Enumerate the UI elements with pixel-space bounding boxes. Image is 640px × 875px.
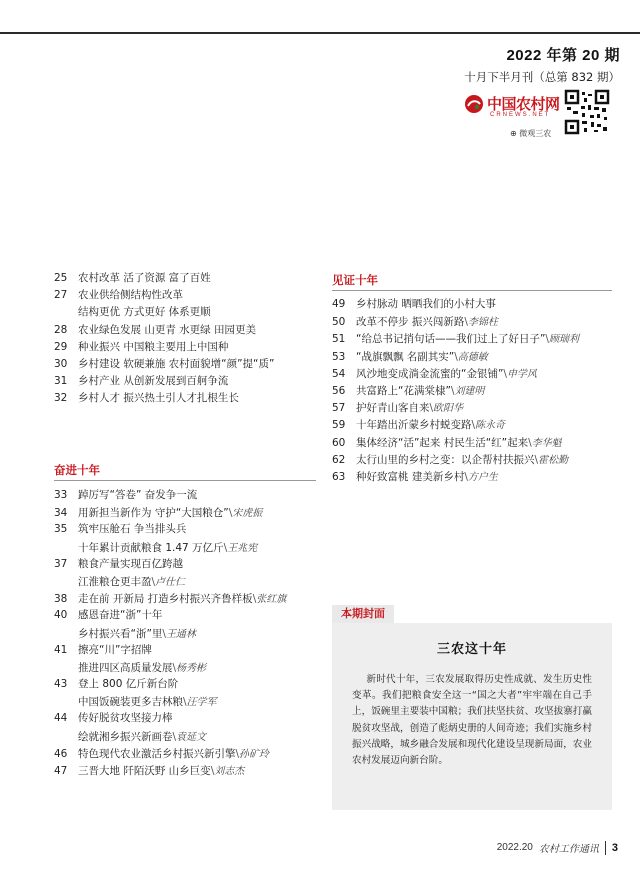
toc-item[interactable] (332, 348, 579, 365)
logo-globe-icon (464, 94, 484, 114)
toc-title: 种好致富桃 建美新乡村 (356, 470, 465, 483)
toc-item[interactable] (332, 416, 579, 433)
wechat-caption: ⊕ 微观三农 (510, 129, 552, 138)
toc-author: 霍松勤 (538, 454, 569, 466)
logo-text: 中国农村网 (487, 95, 560, 113)
footer-date: 2022.20 (496, 842, 533, 853)
toc-title: 乡村建设 软硬兼施 农村面貌增“颜”提“质” (78, 357, 275, 370)
author-separator: \ (464, 470, 468, 483)
toc-title: 粮食产量实现百亿跨越 (78, 557, 183, 570)
toc-page-number: 33 (54, 489, 68, 501)
toc-page-number: 29 (54, 340, 68, 353)
toc-item[interactable] (332, 296, 579, 313)
top-rule (0, 32, 640, 34)
author-separator: \ (235, 747, 240, 760)
toc-page-number: 59 (332, 419, 346, 432)
section-title-jianzheng: 见证十年 (332, 273, 378, 287)
toc-page-number: 38 (54, 593, 68, 606)
footer-magazine: 农村工作通讯 (538, 844, 599, 855)
toc-author: 陈永奇 (475, 420, 506, 432)
toc-title: 农业供给侧结构性改革 (78, 289, 183, 302)
toc-item[interactable] (332, 451, 579, 468)
toc-title: 十年踏出沂蒙乡村蜕变路 (356, 419, 472, 432)
toc-item[interactable] (54, 728, 286, 745)
toc-page-number: 28 (54, 323, 68, 336)
toc-title: 感恩奋进“浙”十年 (78, 609, 163, 622)
toc-item[interactable] (54, 373, 274, 390)
toc-item[interactable] (332, 330, 579, 347)
toc-title: 踔厉写“答卷” 奋发争一流 (78, 489, 198, 501)
author-separator: \ (162, 627, 166, 640)
crnews-logo[interactable] (464, 93, 570, 139)
toc-page-number: 25 (54, 272, 68, 284)
toc-item[interactable] (54, 659, 286, 676)
toc-author: 欧阳华 (433, 403, 464, 415)
toc-item[interactable] (54, 339, 274, 356)
toc-title: 种业振兴 中国粮主要用上中国种 (78, 340, 229, 353)
toc-page-number: 50 (332, 316, 346, 329)
section-title-fendou: 奋进十年 (54, 463, 100, 477)
toc-item[interactable] (54, 487, 286, 504)
toc-page-number: 27 (54, 289, 68, 302)
toc-author: 申学风 (506, 368, 537, 380)
issue-title: 2022 年第 20 期 (506, 47, 620, 64)
toc-item[interactable] (54, 322, 274, 339)
toc-title: 传好脱贫攻坚接力棒 (78, 712, 173, 725)
toc-item[interactable] (54, 607, 286, 624)
footer (497, 840, 618, 855)
toc-title: 登上 800 亿斤新台阶 (78, 678, 179, 691)
toc-author: 张红旗 (256, 594, 287, 606)
section-rule-jianzheng (332, 290, 612, 291)
toc-author: 高德敏 (457, 351, 488, 363)
author-separator: \ (151, 575, 156, 588)
toc-item[interactable] (54, 676, 286, 693)
toc-item[interactable] (332, 365, 579, 382)
toc-author: 王通林 (165, 628, 196, 640)
toc-title: 乡村振兴看“浙”里 (78, 627, 163, 640)
toc-page-number: 30 (54, 357, 68, 370)
toc-item[interactable] (54, 270, 274, 287)
toc-title: 护好青山客自来 (356, 402, 430, 415)
toc-item[interactable] (54, 693, 286, 710)
toc-author: 顾瑞利 (548, 334, 579, 346)
toc-page-number: 40 (54, 609, 68, 622)
toc-author: 卢仕仁 (155, 576, 186, 588)
qr-code-icon[interactable] (564, 89, 610, 135)
toc-page-number: 32 (54, 392, 68, 405)
toc-page-number: 51 (332, 333, 346, 346)
toc-page-number: 44 (54, 712, 68, 725)
toc-item[interactable] (54, 745, 286, 762)
toc-title: 结构更优 方式更好 体系更顺 (78, 306, 211, 319)
toc-item[interactable] (54, 539, 286, 556)
author-separator: \ (252, 593, 257, 606)
cover-text: 新时代十年，三农发展取得历史性成就、发生历史性变革。我们把粮食安全这一“国之大者”牢牢端在自己手上，饭碗里主要装中国粮；我们扶坚扶贫、攻坚拔寨打赢脱贫攻坚战，创造了彪炳史册的人间奇迹；我们实施乡村振兴战略，城乡融合发展和现代化建设呈现新局面，农业农村发展迈向新台阶。 (352, 674, 592, 767)
toc-page-number: 41 (54, 643, 68, 656)
toc-title: 集体经济“活”起来 村民生活“红”起来 (356, 436, 529, 449)
toc-title: “战旗飘飘 名副其实” (356, 350, 455, 363)
toc-page-number: 31 (54, 375, 68, 388)
toc-left-top (54, 270, 274, 408)
issue-info (464, 44, 620, 85)
author-separator: \ (534, 453, 539, 466)
toc-title: 十年累计贡献粮食 1.47 万亿斤 (78, 541, 224, 554)
author-separator: \ (172, 661, 177, 674)
cover-title: 三农这十年 (436, 642, 507, 657)
footer-divider (605, 841, 606, 855)
toc-author: 李锦柱 (467, 317, 498, 329)
author-separator: \ (454, 350, 458, 363)
page-number: 3 (611, 841, 618, 854)
toc-title: 特色现代农业激活乡村振兴新引擎 (78, 747, 236, 760)
toc-page-number: 60 (332, 436, 346, 449)
author-separator: \ (172, 730, 177, 743)
toc-title: 用新担当新作为 守护“大国粮仓” (78, 507, 229, 520)
toc-item[interactable] (54, 710, 286, 727)
toc-page-number: 37 (54, 557, 68, 570)
toc-item[interactable] (54, 356, 274, 373)
toc-item[interactable] (54, 304, 274, 321)
toc-author: 李华魁 (531, 437, 562, 449)
author-separator: \ (545, 333, 549, 346)
toc-page-number: 63 (332, 470, 346, 483)
toc-title: 中国饭碗装更多吉林粮 (78, 696, 183, 709)
logo-url: CRNEWS.NET (490, 112, 551, 118)
toc-jianzheng (332, 296, 579, 485)
toc-item[interactable] (54, 390, 274, 407)
toc-item[interactable] (332, 434, 579, 451)
toc-author: 袁延文 (176, 731, 207, 743)
toc-title: 乡村人才 振兴热土引人才扎根生长 (78, 392, 239, 405)
cover-tab: 本期封面 (332, 605, 394, 623)
toc-title: 三晋大地 阡陌沃野 山乡巨变 (78, 765, 211, 777)
toc-page-number: 53 (332, 350, 346, 363)
toc-page-number: 46 (54, 747, 68, 760)
toc-page-number: 62 (332, 453, 346, 466)
toc-page-number: 34 (54, 507, 68, 520)
toc-author: 王兆宪 (227, 542, 258, 554)
toc-author: 宋虎振 (232, 508, 263, 520)
toc-item[interactable] (54, 287, 274, 304)
toc-title: 改革不停步 振兴闯新路 (356, 316, 465, 329)
toc-title: 乡村产业 从创新发展到百舸争流 (78, 375, 229, 388)
toc-page-number: 47 (54, 765, 68, 777)
toc-item[interactable] (54, 573, 286, 590)
author-separator: \ (450, 384, 455, 397)
author-separator: \ (210, 765, 215, 777)
toc-page-number: 43 (54, 678, 68, 691)
toc-title: 绘就湘乡振兴新画卷 (78, 730, 173, 743)
author-separator: \ (503, 367, 507, 380)
author-separator: \ (429, 402, 434, 415)
toc-author: 方户生 (467, 471, 498, 483)
author-separator: \ (464, 316, 468, 329)
author-separator: \ (471, 419, 476, 432)
toc-item[interactable] (54, 642, 286, 659)
toc-title: 走在前 开新局 打造乡村振兴齐鲁样板 (78, 593, 253, 606)
toc-page-number: 57 (332, 402, 346, 415)
toc-title: 太行山里的乡村之变：以企帮村扶振兴 (356, 453, 535, 466)
toc-author: 杨秀彬 (176, 662, 207, 674)
toc-item[interactable] (332, 313, 579, 330)
toc-title: 乡村脉动 晒晒我们的小村大事 (356, 298, 496, 310)
toc-author: 汪学军 (186, 697, 217, 709)
toc-item[interactable] (332, 382, 579, 399)
toc-item[interactable] (54, 504, 286, 521)
toc-item[interactable] (54, 762, 286, 779)
toc-title: 共富路上“花满棠棣” (356, 384, 451, 397)
author-separator: \ (223, 541, 228, 554)
toc-item[interactable] (54, 590, 286, 607)
toc-title: 农村改革 活了资源 富了百姓 (78, 272, 211, 284)
toc-title: 江淮粮仓更丰盈 (78, 575, 152, 588)
author-separator: \ (528, 436, 532, 449)
toc-fendou (54, 487, 286, 779)
toc-item[interactable] (54, 556, 286, 573)
toc-item[interactable] (54, 521, 286, 538)
toc-title: 农业绿色发展 山更青 水更绿 田园更美 (78, 323, 257, 336)
toc-item[interactable] (54, 625, 286, 642)
toc-author: 刘建明 (454, 385, 485, 397)
issue-subtitle: 十月下半月刊（总第 832 期） (464, 70, 620, 84)
toc-title: “给总书记捎句话——我们过上了好日子” (356, 333, 546, 346)
toc-page-number: 35 (54, 523, 68, 536)
toc-author: 孙矿玲 (239, 748, 270, 760)
toc-page-number: 56 (332, 384, 346, 397)
toc-title: 推进四区高质量发展 (78, 661, 173, 674)
author-separator: \ (183, 696, 187, 709)
author-separator: \ (228, 507, 233, 520)
toc-item[interactable] (332, 468, 579, 485)
toc-page-number: 49 (332, 298, 346, 310)
toc-page-number: 54 (332, 367, 346, 380)
toc-title: 筑牢压舱石 争当排头兵 (78, 523, 187, 536)
toc-item[interactable] (332, 399, 579, 416)
section-rule-fendou (54, 480, 316, 481)
toc-title: 风沙地变成淌金流蜜的“金银铺” (356, 367, 504, 380)
toc-title: 擦亮“川”字招牌 (78, 643, 152, 656)
toc-author: 刘志杰 (214, 766, 245, 777)
